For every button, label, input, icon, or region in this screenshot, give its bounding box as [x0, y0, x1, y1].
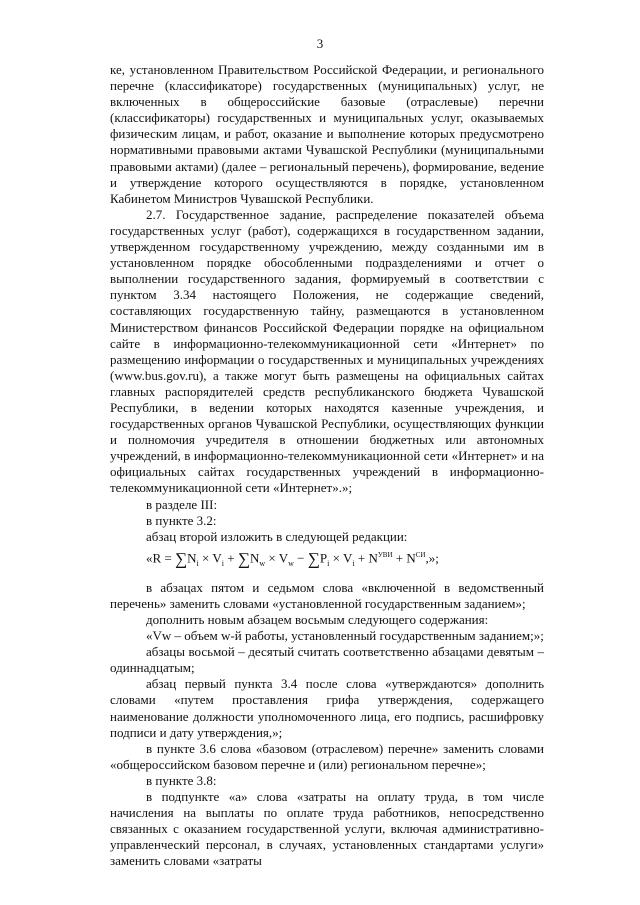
- paragraph: в пункте 3.2:: [146, 512, 217, 528]
- paragraph: в абзацах пятом и седьмом слова «включенной в ведомственный перечень» заменить словами «установленной государственным заданием»;: [110, 579, 544, 611]
- document-body: [110, 62, 544, 870]
- paragraph: «Vw – объем w-й работы, установленный государственным заданием;»;: [146, 628, 544, 644]
- page-number: 3: [316, 36, 324, 51]
- paragraph: абзац первый пункта 3.4 после слова «утверждаются» дополнить словами «путем проставления грифа утверждения, содержащего наименование должности уполномоченного лица, его подпись, расшифровку подписи и дату утверждения,»;: [110, 676, 544, 740]
- paragraph: ке, установленном Правительством Российской Федерации, и регионального перечне (классификаторе) государственных (муниципальных) услуг, не включенных в общероссийские базовые (отраслевые) перечни (классификаторы) государственных и муниципальных услуг, оказываемых физическим лицам, и работ, оказание и выполнение которых предусмотрено нормативными правовыми актами Чувашской Республики (муниципальными правовыми актами) (далее – региональный перечень), формирование, ведение и утверждение которого осуществляются в порядке, установленном Кабинетом Министров Чувашской Республики.: [110, 62, 544, 206]
- paragraph: в пункте 3.8:: [146, 772, 217, 788]
- formula: «$R = \sum N_i \times V_i + \sum N_w \times V_w - \sum P_i \times V_i + N^{УВИ} + N^{СИ}$,»;: [146, 549, 439, 569]
- paragraph: 2.7. Государственное задание, распределение показателей объема государственных услуг (работ), содержащихся в государственном задании, утвержденном государственному учреждению, между созданными им в установленном порядке обособленными подразделениями и отчет о выполнении государственного задания, формируемый в соответствии с пунктом 3.34 настоящего Положения, не содержащие сведений, составляющих государственную тайну, размещаются в установленном Министерством финансов Российской Федерации порядке на официальном сайте в информационно-телекоммуникационной сети «Интернет» по размещению информации о государственных и муниципальных учреждениях (www.bus.gov.ru), а также могут быть размещены на официальных сайтах главных распорядителей средств республиканского бюджета Чувашской Республики, в ведении которых находятся казенные учреждения, и государственных органов Чувашской Республики, осуществляющих функции и полномочия учредителя в отношении бюджетных или автономных учреждений, в информационно-телекоммуникационной сети «Интернет» и на официальных сайтах государственных учреждений в информационно-телекоммуникационной сети «Интернет».»;: [110, 206, 544, 496]
- paragraph: в подпункте «а» слова «затраты на оплату труда, в том числе начисления на выплаты по оплате труда работников, непосредственно связанных с оказанием государственной услуги, включая административно-управленческий персонал, в случаях, установленных стандартами услуги» заменить словами «затраты: [110, 789, 544, 869]
- paragraph: в пункте 3.6 слова «базовом (отраслевом) перечне» заменить словами «общероссийском базовом перечне и (или) региональном перечне»;: [110, 740, 544, 772]
- paragraph: абзац второй изложить в следующей редакции:: [146, 528, 408, 544]
- paragraph: дополнить новым абзацем восьмым следующего содержания:: [146, 612, 489, 628]
- paragraph: в разделе III:: [146, 496, 218, 512]
- paragraph: абзацы восьмой – десятый считать соответственно абзацами девятым – одиннадцатым;: [110, 644, 544, 676]
